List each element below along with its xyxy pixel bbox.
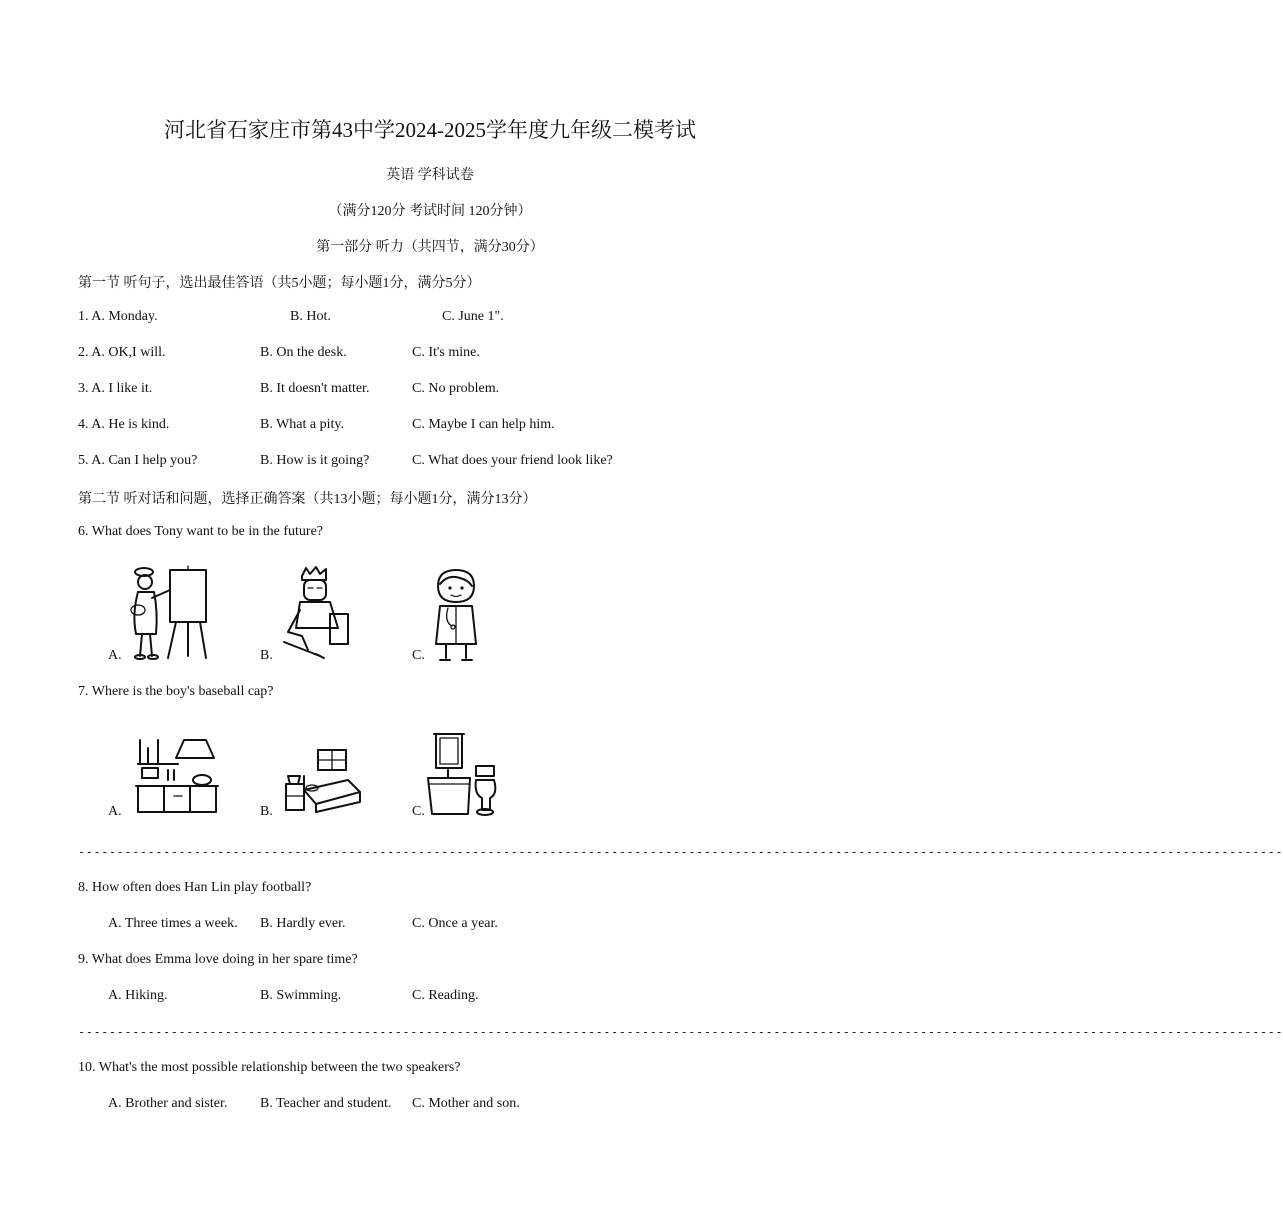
section2-header: 第二节 听对话和问题，选择正确答案（共13小题；每小题1分，满分13分） [78,492,537,507]
writer-at-desk-image [280,566,352,660]
q4-option-c: C. Maybe I can help him. [412,417,555,432]
q6-stem: 6. What does Tony want to be in the future? [78,524,323,539]
q9-stem: 9. What does Emma love doing in her spare time? [78,952,358,967]
q9-option-c: C. Reading. [412,988,479,1003]
q10-stem: 10. What's the most possible relationship between the two speakers? [78,1060,461,1075]
q1-option-b: B. Hot. [290,309,331,324]
bedroom-image [282,746,362,816]
q8-option-b: B. Hardly ever. [260,916,346,931]
q10-option-a: A. Brother and sister. [108,1096,228,1111]
q6-option-c: C. [412,648,425,663]
q7-stem: 7. Where is the boy's baseball cap? [78,684,274,699]
q8-option-a: A. Three times a week. [108,916,238,931]
q6-option-b: B. [260,648,273,663]
q4-option-a: 4. A. He is kind. [78,417,170,432]
q8-option-c: C. Once a year. [412,916,498,931]
separator-line-2: ------------------------------------------------------------------------------------------------------------------------------------------------------------ [78,1025,1283,1039]
separator-line-1: ------------------------------------------------------------------------------------------------------------------------------------------------------------ [78,845,1283,859]
bathroom-image [424,730,500,818]
q1-option-c: C. June 1". [442,309,504,324]
kitchen-image [134,736,218,818]
q8-stem: 8. How often does Han Lin play football? [78,880,312,895]
q1-option-a: 1. A. Monday. [78,309,158,324]
painter-at-easel-image [128,564,212,662]
part1-header: 第一部分 听力（共四节，满分30分） [316,240,544,255]
q9-option-a: A. Hiking. [108,988,168,1003]
q3-option-c: C. No problem. [412,381,500,396]
exam-title: 河北省石家庄市第43中学2024-2025学年度九年级二模考试 [164,118,696,142]
q3-option-b: B. It doesn't matter. [260,381,370,396]
exam-info: （满分120分 考试时间 120分钟） [328,204,532,219]
q2-option-c: C. It's mine. [412,345,480,360]
q5-option-c: C. What does your friend look like? [412,453,613,468]
q3-option-a: 3. A. I like it. [78,381,153,396]
q10-option-b: B. Teacher and student. [260,1096,392,1111]
q5-option-b: B. How is it going? [260,453,370,468]
q10-option-c: C. Mother and son. [412,1096,520,1111]
q7-option-a: A. [108,804,122,819]
q6-option-a: A. [108,648,122,663]
q2-option-b: B. On the desk. [260,345,347,360]
section1-header: 第一节 听句子，选出最佳答语（共5小题；每小题1分，满分5分） [78,276,481,291]
q4-option-b: B. What a pity. [260,417,344,432]
q2-option-a: 2. A. OK,I will. [78,345,166,360]
q7-option-b: B. [260,804,273,819]
q7-option-c: C. [412,804,425,819]
doctor-image [430,566,484,664]
exam-subtitle: 英语 学科试卷 [386,168,474,183]
q9-option-b: B. Swimming. [260,988,342,1003]
q5-option-a: 5. A. Can I help you? [78,453,198,468]
